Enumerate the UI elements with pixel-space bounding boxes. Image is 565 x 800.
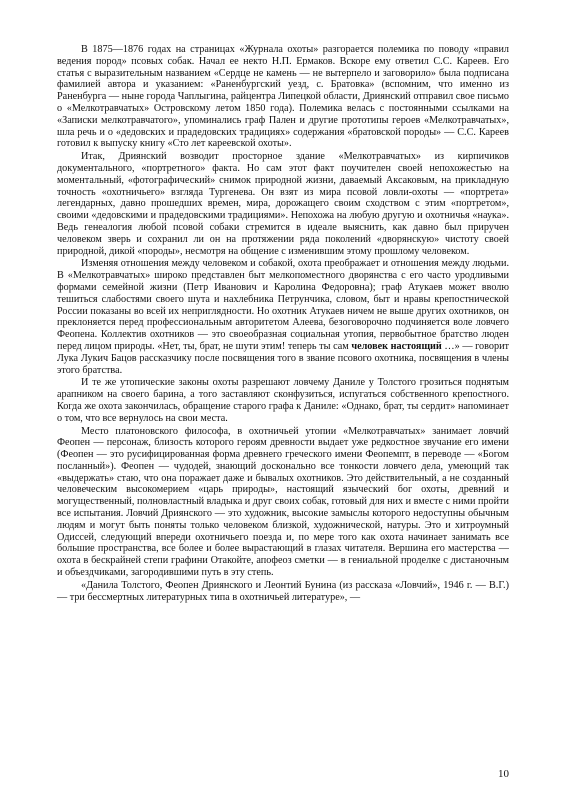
bold-phrase: человек настоящий [351, 340, 442, 352]
paragraph-polemic: В 1875—1876 годах на страницах «Журнала охоты» разгорается полемика по поводу «правил ведения пород» псовых собак. Начал ее некто Н.П. Ермаков. Вскоре ему ответил С.С. Кареев. Его статья с выразительным названием «Сердце не камень — не вытерпело и заговорило» была подписана фамилией автора и указанием: «Раненбургский уезд, с. Братовка» (вспомним, что именно из Раненбурга — ныне города Чаплыгина, райцентра Липецкой области, Дриянский отправил свое письмо о «Мелкотравчатых» Островскому летом 1850 года). Полемика велась с постоянными ссылками на «Записки мелкотравчатого», упоминались граф Пален и другие прототипы героев «Мелкотравчатых», шла речь и о «дедовских и прадедовских традициях» содержания «братовской породы» — С.С. Кареев готовил к выпуску книгу «Сто лет кареевской охоты». [57, 44, 509, 150]
paragraph-feopen: Место платоновского философа, в охотничьей утопии «Мелкотравчатых» занимает ловчий Феопен — персонаж, близость которого героям древности выдает уже редкостное звучание его имени (Феопен — это русифицированная форма древнего греческого имени Феопемпт, в переводе — «Богом посланный»). Феопен — чудодей, знающий досконально все тонкости ловчего дела, умеющий так «выдержать» стаю, что она поражает даже и бывалых охотников. Это действительный, а не созданный человеческим высокомерием «царь природы», настоящий языческий бог охоты, древний и могущественный, полновластный владыка и друг своих собак, готовый для них и вместе с ними пройти все испытания. Ловчий Дриянского — это художник, высокие замыслы которого недоступны обычным людям и могут быть поняты только человеком близкой, художнической, натуры. Это и хитроумный Одиссей, следующий впереди охотничьего поезда и, по мере того как охота начинает занимать все большие пространства, все более и более вырастающий в глазах читателя. Вершина его мастерства — охота в бескрайней степи графини Отакойте, апофеоз сметки — в гениальной проделке с дистаночным и объездчиками, загородившими путь в эту степь. [57, 425, 509, 579]
paragraph-human-dog-relations [57, 258, 509, 376]
paragraph-tolstoy-danila: И те же утопические законы охоты разрешают ловчему Даниле у Толстого грозиться поднятым арапником на своего барина, а того заставляют сконфузиться, испугаться собственного крепостного. Когда же охота закончилась, обращение старого графа к Даниле: «Однако, брат, ты сердит» напоминает о том, что все вернулось на свои места. [57, 377, 509, 424]
paragraph-text-start: Изменяя отношения между человеком и собакой, охота преображает и отношения между людьми. В «Мелкотравчатых» широко представлен быт мелкопоместного дворянства с его часто уродливыми формами семейной жизни (Петр Иванович и Каролина Федоровна); граф Атукаев может вволю тешиться слабостями своего шута и нахлебника Петрунчика, словом, быт и нравы крепостнической России показаны во всей их неприглядности. Но охотник Атукаев ничем не выше других охотников, он преклоняется перед профессиональным авторитетом Алеева, безоговорочно подчиняется воле ловчего Феопена. Коллектив охотников — это своеобразная социальная утопия, первобытное братство люден перед лицом природы. «Нет, ты, брат, не шути этим! теперь ты сам [57, 258, 509, 352]
document-page [57, 44, 509, 780]
page-number: 10 [498, 768, 509, 780]
paragraph-drianski-building: Итак, Дриянский возводит просторное здание «Мелкотравчатых» из кирпичиков документального, «портретного» факта. Но сам этот факт поучителен своей непохожестью на моментальный, «фотографический» снимок природной жизни, даваемый Аксаковым, на прикладную точность «охотничьего» взгляда Тургенева. Он взят из мира псовой ловли-охоты — «портрета» легендарных, давно прошедших времен, мира, дорожащего своим сходством с этим «портретом», своими «дедовскими и прадедовскими традициями». Непохожа на любую другую и охотничья «наука». Ведь генеалогия любой псовой собаки стремится в идеале выяснить, как давно был приручен человеком зверь и сохранил ли он на протяжении ряда поколений «дворянскую» чистоту своей природной, дикой «породы», несмотря на общение с изменившим этому прошлому человеком. [57, 151, 509, 257]
paragraph-text-end: …» — говорит Лука Лукич Бацов рассказчику после посвящения того в звание псового охотника, посвящения в члены этого братства. [57, 340, 509, 376]
paragraph-three-types: «Данила Толстого, Феопен Дриянского и Леонтий Бунина (из рассказа «Ловчий», 1946 г. — В.Г.) — три бессмертных литературных типа в охотничьей литературе», — [57, 579, 509, 603]
